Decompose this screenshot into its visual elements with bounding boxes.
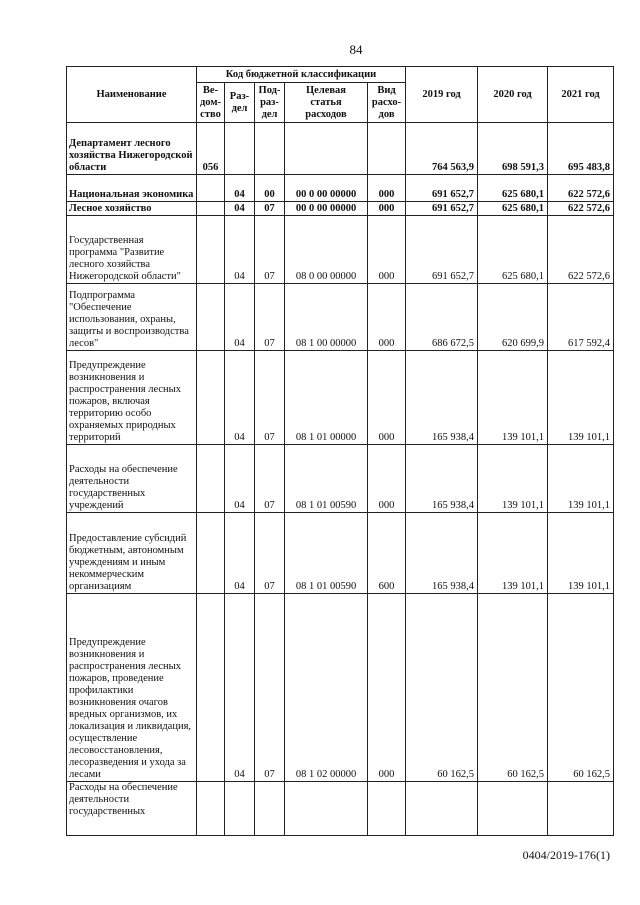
header-name: Наименование bbox=[67, 67, 197, 123]
row-2021: 60 162,5 bbox=[548, 594, 614, 782]
row-vid bbox=[368, 782, 406, 836]
row-2021: 622 572,6 bbox=[548, 202, 614, 216]
row-2019: 60 162,5 bbox=[406, 594, 478, 782]
row-2021: 622 572,6 bbox=[548, 216, 614, 284]
row-name: Предупреждение возникновения и распространения лесных пожаров, проведение профилактики возникновения очагов вредных организмов, их локализация и ликвидация, осуществление лесовосстановления, лесоразведения и ухода за лесами bbox=[67, 594, 197, 782]
row-2021: 622 572,6 bbox=[548, 175, 614, 202]
row-vid: 000 bbox=[368, 216, 406, 284]
row-2020: 625 680,1 bbox=[478, 175, 548, 202]
row-podrazdel: 07 bbox=[255, 216, 285, 284]
row-name: Национальная экономика bbox=[67, 175, 197, 202]
table-row bbox=[67, 782, 614, 836]
row-razdel: 04 bbox=[225, 594, 255, 782]
row-2019: 165 938,4 bbox=[406, 513, 478, 594]
header-vedomstvo: Ве- дом- ство bbox=[197, 83, 225, 123]
table-row bbox=[67, 216, 614, 284]
row-2020: 698 591,3 bbox=[478, 123, 548, 175]
row-2020: 620 699,9 bbox=[478, 284, 548, 351]
row-vedomstvo bbox=[197, 351, 225, 445]
row-vedomstvo bbox=[197, 284, 225, 351]
header-podrazdel: Под- раз- дел bbox=[255, 83, 285, 123]
row-2019: 691 652,7 bbox=[406, 175, 478, 202]
row-2020: 625 680,1 bbox=[478, 202, 548, 216]
row-name: Лесное хозяйство bbox=[67, 202, 197, 216]
row-2019: 165 938,4 bbox=[406, 351, 478, 445]
row-celevaya: 00 0 00 00000 bbox=[285, 202, 368, 216]
document-code: 0404/2019-176(1) bbox=[522, 848, 610, 862]
row-vedomstvo bbox=[197, 594, 225, 782]
header-razdel: Раз- дел bbox=[225, 83, 255, 123]
row-2021 bbox=[548, 782, 614, 836]
header-classification: Код бюджетной классификации bbox=[197, 67, 406, 83]
row-podrazdel: 07 bbox=[255, 594, 285, 782]
row-podrazdel: 07 bbox=[255, 202, 285, 216]
row-podrazdel: 07 bbox=[255, 284, 285, 351]
row-vedomstvo: 056 bbox=[197, 123, 225, 175]
table-row bbox=[67, 123, 614, 175]
page-number: 84 bbox=[349, 42, 363, 57]
row-razdel bbox=[225, 123, 255, 175]
table-row bbox=[67, 351, 614, 445]
row-podrazdel bbox=[255, 123, 285, 175]
row-celevaya: 08 0 00 00000 bbox=[285, 216, 368, 284]
table-row bbox=[67, 284, 614, 351]
row-podrazdel: 07 bbox=[255, 351, 285, 445]
row-vid: 600 bbox=[368, 513, 406, 594]
table-row bbox=[67, 175, 614, 202]
row-vid: 000 bbox=[368, 445, 406, 513]
row-2020: 139 101,1 bbox=[478, 513, 548, 594]
row-celevaya: 08 1 01 00590 bbox=[285, 513, 368, 594]
row-2019: 691 652,7 bbox=[406, 202, 478, 216]
row-name: Предупреждение возникновения и распространения лесных пожаров, включая территорию особо охраняемых природных территорий bbox=[67, 351, 197, 445]
row-name: Государственная программа "Развитие лесного хозяйства Нижегородской области" bbox=[67, 216, 197, 284]
row-razdel bbox=[225, 782, 255, 836]
row-2020: 139 101,1 bbox=[478, 351, 548, 445]
row-2020: 139 101,1 bbox=[478, 445, 548, 513]
budget-table bbox=[66, 66, 614, 836]
row-2019: 165 938,4 bbox=[406, 445, 478, 513]
row-razdel: 04 bbox=[225, 351, 255, 445]
row-vid: 000 bbox=[368, 175, 406, 202]
row-2021: 139 101,1 bbox=[548, 513, 614, 594]
row-podrazdel: 07 bbox=[255, 513, 285, 594]
row-2019 bbox=[406, 782, 478, 836]
header-vid: Вид расхо- дов bbox=[368, 83, 406, 123]
row-2019: 764 563,9 bbox=[406, 123, 478, 175]
row-razdel: 04 bbox=[225, 202, 255, 216]
row-vedomstvo bbox=[197, 175, 225, 202]
row-celevaya bbox=[285, 782, 368, 836]
row-razdel: 04 bbox=[225, 216, 255, 284]
row-vid: 000 bbox=[368, 202, 406, 216]
row-2019: 686 672,5 bbox=[406, 284, 478, 351]
row-vid: 000 bbox=[368, 284, 406, 351]
row-celevaya: 08 1 01 00590 bbox=[285, 445, 368, 513]
row-2021: 695 483,8 bbox=[548, 123, 614, 175]
row-razdel: 04 bbox=[225, 445, 255, 513]
row-celevaya: 00 0 00 00000 bbox=[285, 175, 368, 202]
row-razdel: 04 bbox=[225, 175, 255, 202]
row-celevaya: 08 1 00 00000 bbox=[285, 284, 368, 351]
table-row bbox=[67, 202, 614, 216]
row-vedomstvo bbox=[197, 782, 225, 836]
row-celevaya bbox=[285, 123, 368, 175]
row-2021: 617 592,4 bbox=[548, 284, 614, 351]
row-razdel: 04 bbox=[225, 284, 255, 351]
row-name: Расходы на обеспечение деятельности государственных учреждений bbox=[67, 445, 197, 513]
header-2021: 2021 год bbox=[548, 67, 614, 123]
row-2021: 139 101,1 bbox=[548, 351, 614, 445]
row-celevaya: 08 1 01 00000 bbox=[285, 351, 368, 445]
row-celevaya: 08 1 02 00000 bbox=[285, 594, 368, 782]
row-razdel: 04 bbox=[225, 513, 255, 594]
row-2020 bbox=[478, 782, 548, 836]
row-2019: 691 652,7 bbox=[406, 216, 478, 284]
row-name: Расходы на обеспечение деятельности государственных bbox=[67, 782, 197, 836]
row-2021: 139 101,1 bbox=[548, 445, 614, 513]
row-podrazdel bbox=[255, 782, 285, 836]
table-row bbox=[67, 594, 614, 782]
row-2020: 625 680,1 bbox=[478, 216, 548, 284]
row-vedomstvo bbox=[197, 216, 225, 284]
row-vid bbox=[368, 123, 406, 175]
row-2020: 60 162,5 bbox=[478, 594, 548, 782]
row-vedomstvo bbox=[197, 202, 225, 216]
row-name: Подпрограмма "Обеспечение использования, охраны, защиты и воспроизводства лесов" bbox=[67, 284, 197, 351]
table-row bbox=[67, 445, 614, 513]
row-vedomstvo bbox=[197, 445, 225, 513]
row-vedomstvo bbox=[197, 513, 225, 594]
row-name: Департамент лесного хозяйства Нижегородской области bbox=[67, 123, 197, 175]
table-row bbox=[67, 513, 614, 594]
row-vid: 000 bbox=[368, 594, 406, 782]
header-2020: 2020 год bbox=[478, 67, 548, 123]
row-podrazdel: 00 bbox=[255, 175, 285, 202]
header-2019: 2019 год bbox=[406, 67, 478, 123]
row-name: Предоставление субсидий бюджетным, автономным учреждениям и иным некоммерческим организациям bbox=[67, 513, 197, 594]
row-podrazdel: 07 bbox=[255, 445, 285, 513]
header-celevaya: Целевая статья расходов bbox=[285, 83, 368, 123]
row-vid: 000 bbox=[368, 351, 406, 445]
